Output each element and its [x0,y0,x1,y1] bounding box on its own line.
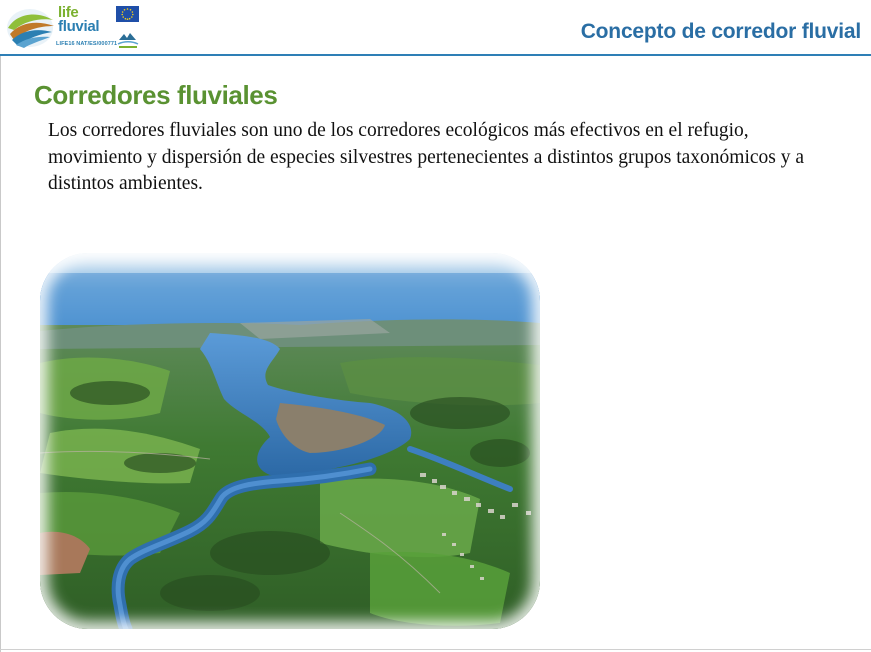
aerial-river-estuary-photo [40,253,540,629]
logo-text-fluvial: fluvial [58,18,100,35]
body-paragraph: Los corredores fluviales son uno de los corredores ecológicos más efectivos en el refugio, movimiento y dispersión de especies silvestres pertenecientes a distintos grupos taxonómicos y a distintos ambientes. [48,120,805,194]
section-title: Corredores fluviales [34,80,278,110]
natura-2000-icon [116,30,140,50]
logo-project-code: LIFE16 NAT/ES/000771 [56,41,118,47]
header-title: Concepto de corredor fluvial [580,20,861,43]
bottom-border [0,649,871,650]
life-fluvial-logo [6,4,142,52]
life-fluvial-logo-icon [6,6,56,50]
left-border [0,56,1,652]
aerial-photo-illustration [40,253,540,629]
logo-text-life: life [58,4,79,21]
header-divider [0,54,871,56]
eu-flag-icon [116,6,139,22]
